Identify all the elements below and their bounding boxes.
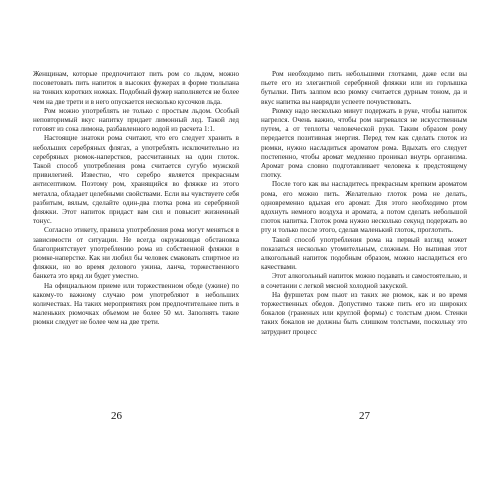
right-paragraph-2: Рюмку надо несколько минут подержать в руке, чтобы напиток нагрелся. Очень важно, чтобы ром нагревался не искусственным путем, а от теплоты человеческой руки. Таким образом рому передается позитивная энергия. Перед тем как сделать глоток из рюмки, нужно насладиться ароматом рома. Вдыхать его следует постепенно, чтобы аромат медленно проникал внутрь организма. Аромат рома словно подготавливает человека к предстоящему глотку. bbox=[261, 106, 467, 180]
left-paragraph-4: Согласно этикету, правила употребления рома могут меняться в зависимости от ситуации. Не всегда окружающая обстановка благоприятствует употреблению рома из собственной фляжки в рюмке-наперстке. Как ни любил бы человек смаковать спиртное из фляжки, но во время делового ужина, ланча, торжественного банкета это вряд ли будет уместно. bbox=[33, 226, 239, 281]
left-page bbox=[33, 70, 239, 328]
right-paragraph-4: Такой способ употребления рома на первый взгляд может показаться несколько утомительным, сложным. Но выпивая этот алкогольный напиток подобным образом, можно насладиться его качествами. bbox=[261, 235, 467, 272]
right-paragraph-1: Ром необходимо пить небольшими глотками, даже если вы пьете его из элегантной серебряной фляжки или из горлышка бутылки. Пить залпом всю рюмку считается дурным тоном, да и вкус напитка вы наврядли успеете почувствовать. bbox=[261, 70, 467, 106]
right-paragraph-5: Этот алкогольный напиток можно подавать и самостоятельно, и в сочетании с легкой мясной холодной закуской. bbox=[261, 272, 467, 290]
left-paragraph-5: На официальном приеме или торжественном обеде (ужине) по какому-то важному случаю ром употребляют в небольших количествах. На таких мероприятиях ром предпочтительнее пить в маленьких рюмочках объемом не более 50 мл. Заполнять такие рюмки следует не более чем на две трети. bbox=[33, 281, 239, 327]
right-page-number: 27 bbox=[359, 410, 370, 422]
right-paragraph-6: На фуршетах ром пьют из таких же рюмок, как и во время торжественных обедов. Допустимо также пить его из широких бокалов (граненых или круглой формы) с толстым дном. Стенки таких бокалов не должны быть слишком толстыми, поскольку это затруднит процесс bbox=[261, 290, 467, 336]
left-paragraph-3: Настоящие знатоки рома считают, что его следует хранить в небольших серебряных флягах, а употреблять исключительно из серебряных рюмок-наперстков, рассчитанных на один глоток. Такой способ употребления рома считается сугубо мужской привилегией. Известно, что серебро является прекрасным антисептиком. Поэтому ром, хранящийся во фляжке из этого металла, обладает целебными свойствами. Если вы чувствуете себя разбитым, вялым, сделайте один-два глотка рома из серебряной фляжки. Этот напиток придаст вам сил и повысит жизненный тонус. bbox=[33, 134, 239, 226]
right-paragraph-3: После того как вы насладитесь прекрасным крепким ароматом рома, его можно пить. Желательно глоток рома не делать, одновременно вдыхая его аромат. Для этого необходимо ртом вдохнуть немного воздуха и аромата, а потом сделать небольшой глоток напитка. Глоток рома нужно несколько секунд подержать во рту и только после этого, сделав маленький глоток, проглотить. bbox=[261, 180, 467, 235]
left-page-number: 26 bbox=[111, 410, 122, 422]
left-paragraph-1: Женщинам, которые предпочитают пить ром со льдом, можно посоветовать пить напиток в высоких фужерах в форме тюльпана на тонких коротких ножках. Подобный фужер наполняется не более чем на две трети и в него опускается несколько кусочков льда. bbox=[33, 70, 239, 106]
right-page bbox=[261, 70, 467, 337]
left-paragraph-2: Ром можно употреблять не только с простым льдом. Особый неповторимый вкус напитку придает лимонный лед. Такой лед готовят из сока лимона, разбавленного водой из расчета 1:1. bbox=[33, 106, 239, 134]
